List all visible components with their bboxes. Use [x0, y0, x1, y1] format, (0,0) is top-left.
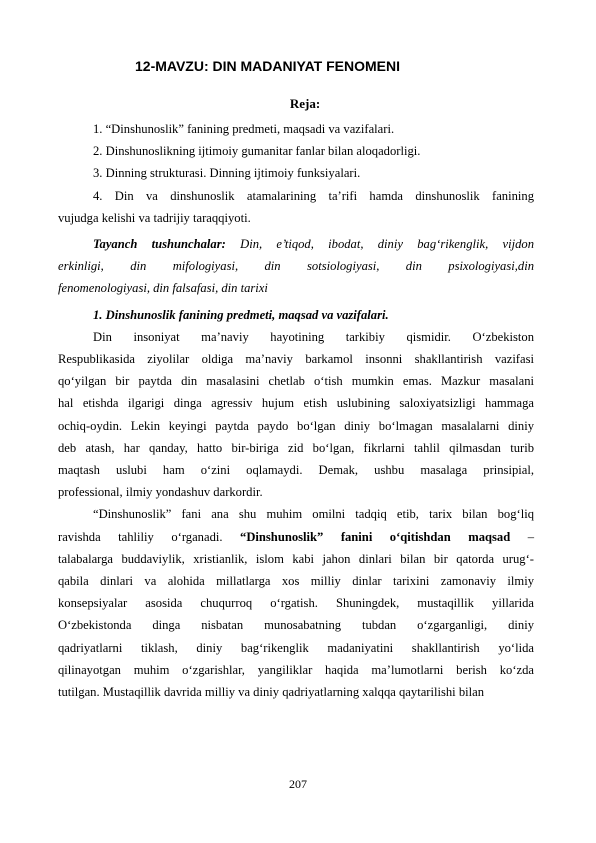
keywords-label: Tayanch tushunchalar:: [93, 237, 226, 252]
keywords-line: erkinligi, din mifologiyasi, din sotsiologiyasi, din psixologiyasi,din: [58, 259, 534, 274]
keywords-line: fenomenologiyasi, din falsafasi, din tarixi: [58, 281, 268, 296]
paragraph-line: O‘zbekistonda dinga nisbatan munosabatning tubdan o‘zgarganligi, diniy: [58, 618, 534, 633]
plan-item: 4. Din va dinshunoslik atamalarining ta’rifi hamda dinshunoslik fanining: [93, 188, 534, 203]
paragraph-line: ochiq-oydin. Lekin keyingi paytda paydo bo‘lgan diniy bo‘lmagan masalalarni diniy: [58, 418, 534, 433]
plan-item: 2. Dinshunoslikning ijtimoiy gumanitar fanlar bilan aloqadorligi.: [93, 144, 421, 159]
goal-phrase: “Dinshunoslik” fanini o‘qitishdan maqsad: [240, 529, 511, 544]
paragraph-line: hal etishda ilgarigi dinga agressiv hujum etish uslubining saloxiyatsizligi hammaga: [58, 396, 534, 411]
body-text: [58, 118, 534, 703]
plan-heading: Reja:: [289, 96, 321, 111]
paragraph-line: [58, 526, 534, 548]
paragraph-line: qabila dinlari va alohida millatlarga xos milliy dinlar tarixini zamonaviy ilmiy: [58, 574, 534, 589]
keywords-text: Din, e’tiqod, ibodat, diniy bag‘rikenglik, vijdon: [225, 237, 534, 252]
plan-item: 1. “Dinshunoslik” fanining predmeti, maqsadi va vazifalari.: [93, 122, 395, 136]
paragraph-line: talabalarga buddaviylik, xristianlik, islom kabi jahon dinlari bilan bir qatorda urug‘-: [58, 551, 534, 566]
paragraph-line: maqtash uslubi ham o‘zini oqlamaydi. Demak, ushbu masalaga prinsipial,: [58, 463, 534, 478]
paragraph-line: Din insoniyat ma’naviy hayotining tarkibiy qismidir. O‘zbekiston: [93, 329, 534, 344]
page-title: 12-MAVZU: DIN MADANIYAT FENOMENI: [135, 58, 400, 74]
paragraph-line: professional, ilmiy yondashuv darkordir.: [58, 485, 263, 500]
paragraph-line: konsepsiyalar asosida chuqurroq o‘rgatish. Shuningdek, mustaqillik yillarida: [58, 596, 534, 611]
paragraph-line: deb atash, har qanday, hatto bir-biriga zid bo‘lgan, fikrlarni tahlil qilmasdan turib: [58, 440, 534, 455]
section-heading: 1. Dinshunoslik fanining predmeti, maqsad va vazifalari.: [93, 307, 389, 322]
paragraph-line: qadriyatlarni tiklash, diniy bag‘rikenglik madaniyatini shakllantirish yo‘lida: [58, 640, 534, 655]
paragraph-line: qo‘yilgan bir paytda din masalasini chetlab o‘tish mumkin emas. Mazkur masalani: [58, 374, 534, 389]
page-number: 207: [289, 777, 307, 791]
paragraph-line: tutilgan. Mustaqillik davrida milliy va diniy qadriyatlarning xalqqa qaytarilishi bilan: [58, 685, 485, 700]
plan-item: 3. Dinning strukturasi. Dinning ijtimoiy funksiyalari.: [93, 166, 361, 181]
paragraph-line: “Dinshunoslik” fani ana shu muhim omilni tadqiq etib, tarix bilan bog‘liq: [93, 507, 534, 522]
keywords-line: [58, 233, 534, 255]
paragraph-line: Respublikasida ziyolilar oldiga ma’naviy barkamol insonni shakllantirish vazifasi: [58, 352, 534, 367]
paragraph-line: qilinayotgan muhim o‘zgarishlar, yangiliklar haqida ma’lumotlarni berish ko‘zda: [58, 662, 534, 677]
plan-item-continuation: vujudga kelishi va tadrijiy taraqqiyoti.: [58, 210, 251, 225]
paragraph-text: –: [510, 529, 534, 544]
paragraph-text: ravishda tahliliy o‘rganadi.: [58, 529, 241, 544]
